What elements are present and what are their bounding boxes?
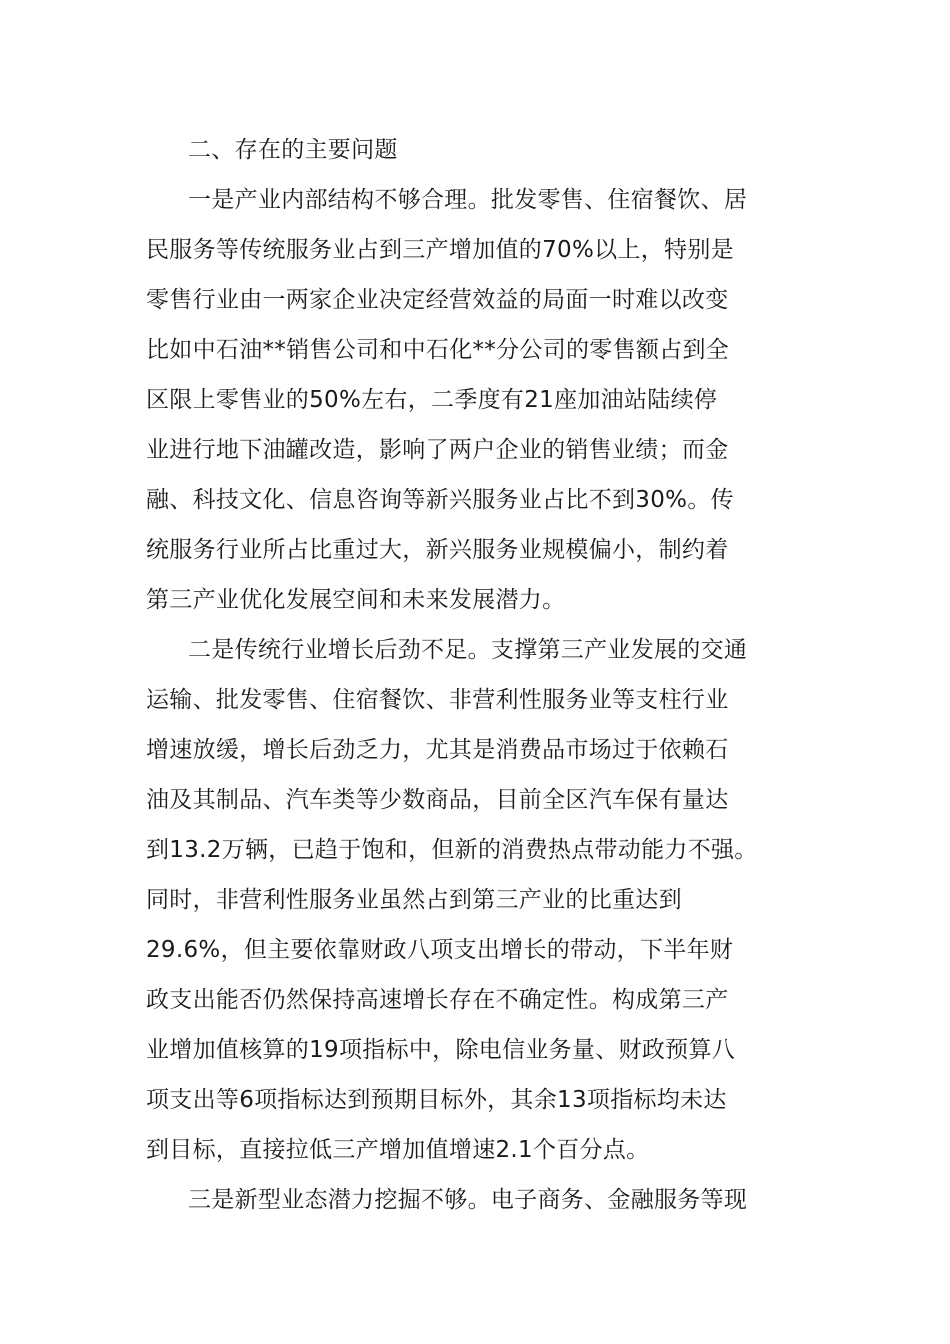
paragraph-line: 政支出能否仍然保持高速增长存在不确定性。构成第三产 (146, 987, 729, 1013)
paragraph-line: 到目标，直接拉低三产增加值增速2.1个百分点。 (146, 1137, 650, 1163)
paragraph-line: 三是新型业态潜力挖掘不够。电子商务、金融服务等现 (188, 1187, 748, 1213)
paragraph-line: 二是传统行业增长后劲不足。支撑第三产业发展的交通 (188, 637, 748, 663)
paragraph-line: 零售行业由一两家企业决定经营效益的局面一时难以改变 (146, 287, 729, 313)
paragraph-line: 一是产业内部结构不够合理。批发零售、住宿餐饮、居 (188, 187, 748, 213)
paragraph-line: 到13.2万辆，已趋于饱和，但新的消费热点带动能力不强。 (146, 837, 758, 863)
paragraph-line: 油及其制品、汽车类等少数商品，目前全区汽车保有量达 (146, 787, 729, 813)
paragraph-line: 融、科技文化、信息咨询等新兴服务业占比不到30%。传 (146, 487, 734, 513)
paragraph-line: 民服务等传统服务业占到三产增加值的70%以上，特别是 (146, 237, 734, 263)
paragraph-line: 项支出等6项指标达到预期目标外，其余13项指标均未达 (146, 1087, 727, 1113)
paragraph-line: 业增加值核算的19项指标中，除电信业务量、财政预算八 (146, 1037, 736, 1063)
paragraph-line: 29.6%，但主要依靠财政八项支出增长的带动，下半年财 (146, 937, 734, 963)
section-heading: 二、存在的主要问题 (188, 137, 398, 163)
paragraph-line: 业进行地下油罐改造，影响了两户企业的销售业绩；而金 (146, 437, 729, 463)
paragraph-line: 增速放缓，增长后劲乏力，尤其是消费品市场过于依赖石 (146, 737, 729, 763)
paragraph-line: 运输、批发零售、住宿餐饮、非营利性服务业等支柱行业 (146, 687, 729, 713)
paragraph-line: 区限上零售业的50%左右，二季度有21座加油站陆续停 (146, 387, 718, 413)
paragraph-line: 第三产业优化发展空间和未来发展潜力。 (146, 587, 566, 613)
paragraph-line: 同时，非营利性服务业虽然占到第三产业的比重达到 (146, 887, 682, 913)
paragraph-line: 统服务行业所占比重过大，新兴服务业规模偏小，制约着 (146, 537, 729, 563)
paragraph-line: 比如中石油**销售公司和中石化**分公司的零售额占到全 (146, 337, 730, 363)
